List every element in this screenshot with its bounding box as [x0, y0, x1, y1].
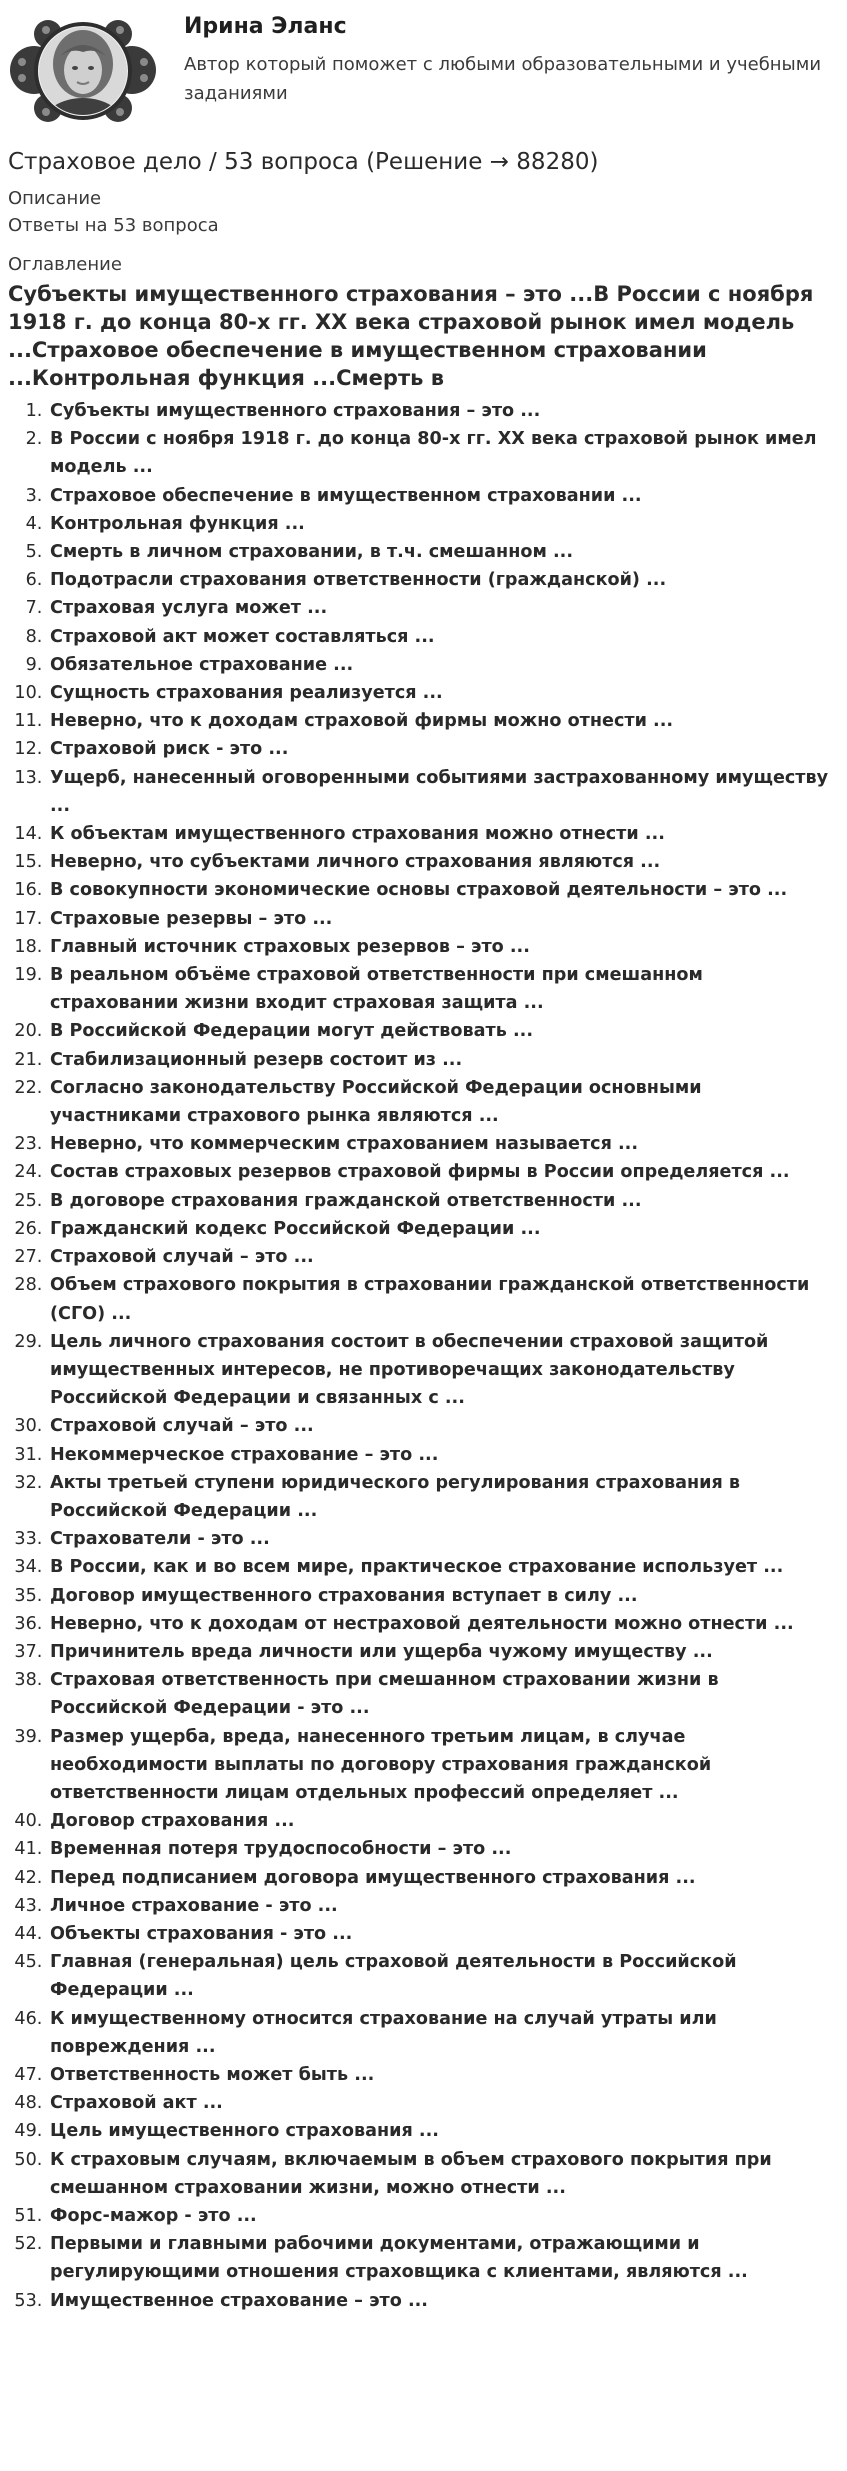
question-item: 43. Личное страхование - это ... [48, 1892, 830, 1920]
question-item: 6. Подотрасли страхования ответственности (гражданской) ... [48, 566, 830, 594]
question-item: 9. Обязательное страхование ... [48, 651, 830, 679]
question-item: 24. Состав страховых резервов страховой фирмы в России определяется ... [48, 1158, 830, 1186]
author-name[interactable]: Ирина Эланс [184, 14, 347, 39]
question-item: 28. Объем страхового покрытия в страховании гражданской ответственности (СГО) ... [48, 1271, 830, 1327]
question-item: 5. Смерть в личном страховании, в т.ч. смешанном ... [48, 538, 830, 566]
author-card [8, 6, 838, 136]
description-heading: Описание [8, 188, 102, 209]
question-item: 48. Страховой акт ... [48, 2089, 830, 2117]
question-item: 8. Страховой акт может составляться ... [48, 623, 830, 651]
question-item: 33. Страхователи - это ... [48, 1525, 830, 1553]
question-item: 19. В реальном объёме страховой ответственности при смешанном страховании жизни входит страховая защита ... [48, 961, 830, 1017]
question-item: 38. Страховая ответственность при смешанном страховании жизни в Российской Федерации - это ... [48, 1666, 830, 1722]
question-item: 31. Некоммерческое страхование – это ... [48, 1441, 830, 1469]
author-description: Автор который поможет с любыми образовательными и учебными заданиями [184, 54, 822, 104]
question-item: 23. Неверно, что коммерческим страхованием называется ... [48, 1130, 830, 1158]
question-item: 42. Перед подписанием договора имущественного страхования ... [48, 1864, 830, 1892]
question-item: 46. К имущественному относится страхование на случай утраты или повреждения ... [48, 2005, 830, 2061]
question-item: 1. Субъекты имущественного страхования – это ... [48, 397, 830, 425]
question-item: 32. Акты третьей ступени юридического регулирования страхования в Российской Федерации ... [48, 1469, 830, 1525]
question-item: 29. Цель личного страхования состоит в обеспечении страховой защитой имущественных интересов, не противоречащих законодательству Российской Федерации и связанных с ... [48, 1328, 830, 1413]
question-item: 44. Объекты страхования - это ... [48, 1920, 830, 1948]
question-item: 51. Форс-мажор - это ... [48, 2202, 830, 2230]
question-item: 25. В договоре страхования гражданской ответственности ... [48, 1187, 830, 1215]
question-item: 47. Ответственность может быть ... [48, 2061, 830, 2089]
question-item: 15. Неверно, что субъектами личного страхования являются ... [48, 848, 830, 876]
question-item: 10. Сущность страхования реализуется ... [48, 679, 830, 707]
description-text: Ответы на 53 вопроса [8, 215, 219, 236]
question-item: 49. Цель имущественного страхования ... [48, 2117, 830, 2145]
question-item: 27. Страховой случай – это ... [48, 1243, 830, 1271]
question-item: 7. Страховая услуга может ... [48, 594, 830, 622]
question-item: 4. Контрольная функция ... [48, 510, 830, 538]
question-item: 18. Главный источник страховых резервов – это ... [48, 933, 830, 961]
author-avatar[interactable] [8, 12, 158, 130]
question-item: 12. Страховой риск - это ... [48, 735, 830, 763]
toc-heading: Оглавление [8, 254, 122, 275]
question-item: 36. Неверно, что к доходам от нестраховой деятельности можно отнести ... [48, 1610, 830, 1638]
question-item: 40. Договор страхования ... [48, 1807, 830, 1835]
question-item: 30. Страховой случай – это ... [48, 1412, 830, 1440]
questions-list [0, 397, 830, 2315]
question-item: 2. В России с ноября 1918 г. до конца 80-х гг. XX века страховой рынок имел модель ... [48, 425, 830, 481]
question-item: 34. В России, как и во всем мире, практическое страхование использует ... [48, 1553, 830, 1581]
page-title: Страховое дело / 53 вопроса (Решение → 88280) [8, 149, 599, 175]
question-item: 22. Согласно законодательству Российской Федерации основными участниками страхового рынка являются ... [48, 1074, 830, 1130]
toc-lead-text: Субъекты имущественного страхования – это ...В России с ноября 1918 г. до конца 80-х гг. XX века страховой рынок имел модель ...Страховое обеспечение в имущественном страховании ...Контрольная функция ...Смерть в [8, 282, 814, 390]
question-item: 45. Главная (генеральная) цель страховой деятельности в Российской Федерации ... [48, 1948, 830, 2004]
question-item: 35. Договор имущественного страхования вступает в силу ... [48, 1582, 830, 1610]
question-item: 26. Гражданский кодекс Российской Федерации ... [48, 1215, 830, 1243]
question-item: 14. К объектам имущественного страхования можно отнести ... [48, 820, 830, 848]
question-item: 50. К страховым случаям, включаемым в объем страхового покрытия при смешанном страховании жизни, можно отнести ... [48, 2146, 830, 2202]
question-item: 16. В совокупности экономические основы страховой деятельности – это ... [48, 876, 830, 904]
question-item: 52. Первыми и главными рабочими документами, отражающими и регулирующими отношения страховщика с клиентами, являются ... [48, 2230, 830, 2286]
question-item: 20. В Российской Федерации могут действовать ... [48, 1017, 830, 1045]
question-item: 17. Страховые резервы – это ... [48, 905, 830, 933]
question-item: 3. Страховое обеспечение в имущественном страховании ... [48, 482, 830, 510]
question-item: 21. Стабилизационный резерв состоит из ... [48, 1046, 830, 1074]
question-item: 53. Имущественное страхование – это ... [48, 2287, 830, 2315]
question-item: 39. Размер ущерба, вреда, нанесенного третьим лицам, в случае необходимости выплаты по договору страхования гражданской ответственности лицам отдельных профессий определяет ... [48, 1723, 830, 1808]
question-item: 11. Неверно, что к доходам страховой фирмы можно отнести ... [48, 707, 830, 735]
question-item: 13. Ущерб, нанесенный оговоренными событиями застрахованному имуществу ... [48, 764, 830, 820]
question-item: 41. Временная потеря трудоспособности – это ... [48, 1835, 830, 1863]
question-item: 37. Причинитель вреда личности или ущерба чужому имуществу ... [48, 1638, 830, 1666]
